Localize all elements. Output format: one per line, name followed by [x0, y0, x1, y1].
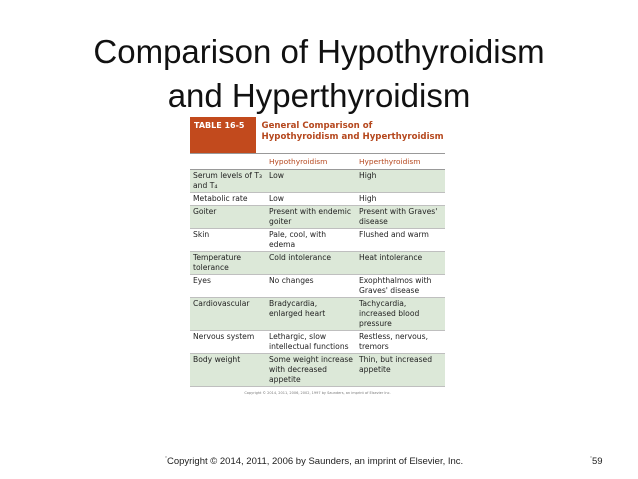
- table-header: [190, 117, 445, 153]
- page-number: [590, 456, 603, 467]
- table-row: [190, 170, 445, 193]
- table-row: [190, 252, 445, 275]
- hypothyroidism-cell: Pale, cool, with edema: [269, 230, 327, 249]
- hypothyroidism-cell: Low: [269, 171, 284, 180]
- hyperthyroidism-cell: High: [359, 194, 377, 203]
- table-caption: General Comparison of Hypothyroidism and Hyperthyroidism: [261, 121, 444, 142]
- column-header-hypothyroidism: Hypothyroidism: [269, 157, 328, 166]
- slide-title-line-2: and Hyperthyroidism: [167, 77, 471, 114]
- table-row: [190, 206, 445, 229]
- row-label: Temperature tolerance: [193, 253, 242, 272]
- slide-title-line-1: Comparison of Hypothyroidism: [93, 33, 545, 70]
- table-row: [190, 275, 445, 298]
- hypothyroidism-cell: Low: [269, 194, 284, 203]
- table-row: [190, 298, 445, 331]
- hypothyroidism-cell: Some weight increase with decreased appetite: [269, 355, 353, 384]
- row-label: Metabolic rate: [193, 194, 248, 203]
- column-header-hyperthyroidism: Hyperthyroidism: [359, 157, 421, 166]
- table-number-label: TABLE 16-5: [190, 117, 256, 153]
- table-column-headers: [190, 153, 445, 170]
- row-label: Skin: [193, 230, 210, 239]
- hyperthyroidism-cell: Restless, nervous, tremors: [359, 332, 428, 351]
- row-label: Body weight: [193, 355, 241, 364]
- hyperthyroidism-cell: Flushed and warm: [359, 230, 429, 239]
- hypothyroidism-cell: Bradycardia, enlarged heart: [269, 299, 326, 318]
- row-label: Goiter: [193, 207, 217, 216]
- hypothyroidism-cell: Cold intolerance: [269, 253, 332, 262]
- table-row: [190, 229, 445, 252]
- hyperthyroidism-cell: Thin, but increased appetite: [359, 355, 433, 374]
- slide-title: [0, 30, 638, 118]
- hyperthyroidism-cell: High: [359, 171, 377, 180]
- row-label: Eyes: [193, 276, 211, 285]
- page-number-text: 59: [591, 456, 603, 467]
- hypothyroidism-cell: Present with endemic goiter: [269, 207, 352, 226]
- hypothyroidism-cell: Lethargic, slow intellectual functions: [269, 332, 349, 351]
- hyperthyroidism-cell: Exophthalmos with Graves' disease: [359, 276, 432, 295]
- hyperthyroidism-cell: Tachycardia, increased blood pressure: [359, 299, 420, 328]
- hyperthyroidism-cell: Present with Graves' disease: [359, 207, 438, 226]
- table-row: [190, 331, 445, 354]
- hypothyroidism-cell: No changes: [269, 276, 314, 285]
- footer-copyright-text: Copyright © 2014, 2011, 2006 by Saunders, an imprint of Elsevier, Inc.: [166, 456, 464, 467]
- page-marker: *: [590, 456, 592, 462]
- comparison-table-figure: [190, 117, 445, 445]
- hyperthyroidism-cell: Heat intolerance: [359, 253, 423, 262]
- table-footnote: Copyright © 2014, 2011, 2006, 2002, 1997 by Saunders, an imprint of Elsevier Inc.: [244, 391, 391, 395]
- table-row: [190, 193, 445, 206]
- row-label: Cardiovascular: [193, 299, 250, 308]
- row-label: Serum levels of T₃ and T₄: [193, 171, 263, 190]
- footer-marker: *: [165, 456, 167, 462]
- table-row: [190, 354, 445, 387]
- column-header-blank: [190, 154, 266, 169]
- row-label: Nervous system: [193, 332, 255, 341]
- footer-copyright: [165, 456, 463, 467]
- table-body: [190, 170, 445, 387]
